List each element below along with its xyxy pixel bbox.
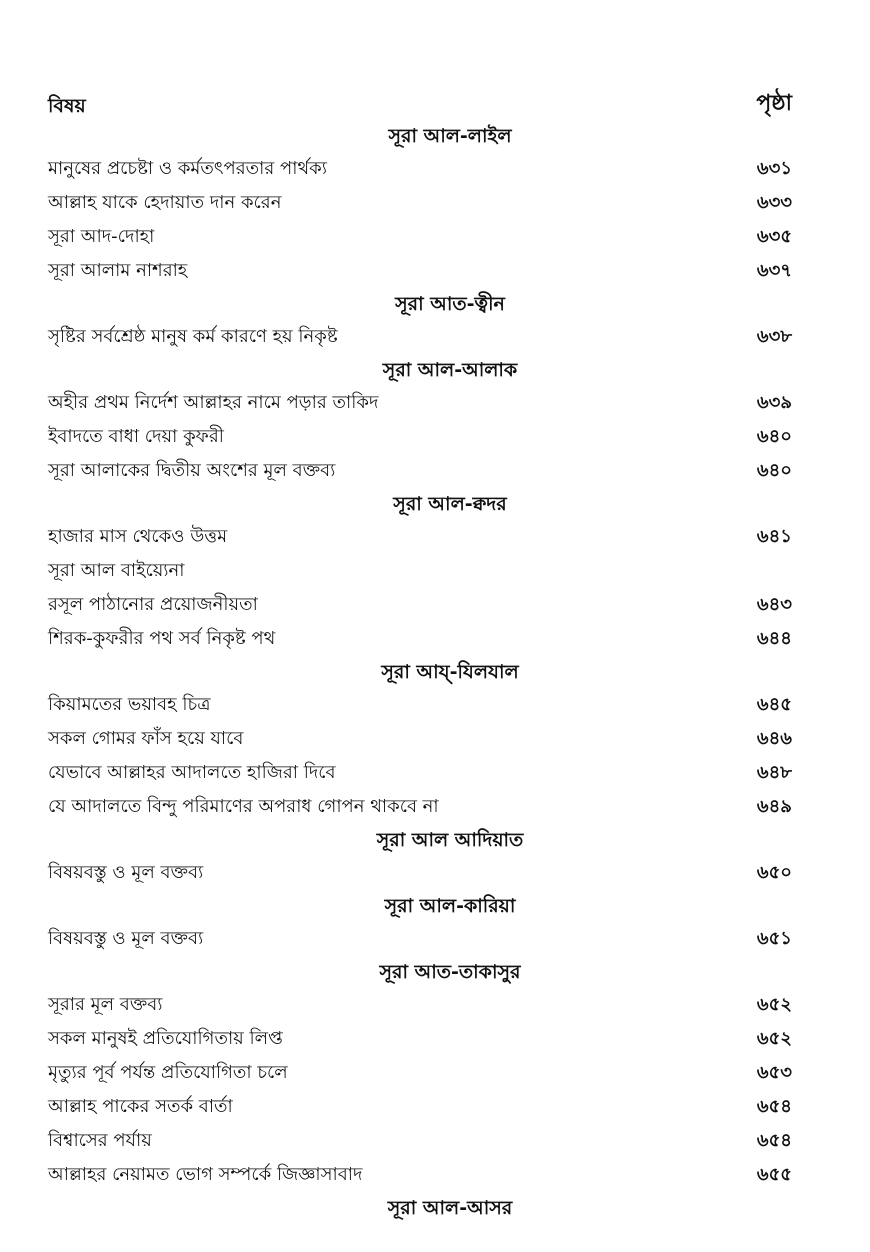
toc-entry-page-number: ৬৩৫ <box>756 226 792 247</box>
toc-entry-page-number: ৬৪৩ <box>756 594 792 615</box>
toc-entry-page-number: ৬৪৪ <box>756 628 792 649</box>
toc-entry <box>48 1124 792 1158</box>
toc-entry-page-number: ৬৪০ <box>756 460 792 481</box>
toc-entry-title: সৃষ্টির সর্বশ্রেষ্ঠ মানুষ কর্ম কারণে হয় নিকৃষ্ট <box>48 326 338 347</box>
toc-entry-page-number: ৬৪৯ <box>756 796 792 817</box>
toc-entry <box>48 320 792 354</box>
toc-entry-page-number: ৬৫২ <box>756 1028 792 1049</box>
toc-entry-page-number: ৬৩১ <box>756 158 792 179</box>
toc-entry-page-number: ৬৫১ <box>756 928 792 949</box>
toc-entry-page-number: ৬৪৫ <box>756 694 792 715</box>
toc-entry-title: মানুষের প্রচেষ্টা ও কর্মতৎপরতার পার্থক্য <box>48 158 327 179</box>
toc-entry-page-number: ৬৩৩ <box>756 192 792 213</box>
toc-entry-title: হাজার মাস থেকেও উত্তম <box>48 526 228 547</box>
toc-entry-page-number: ৬৫৪ <box>756 1130 792 1151</box>
toc-entry-page-number: ৬৩৭ <box>756 260 792 281</box>
toc-entry <box>48 756 792 790</box>
toc-entry <box>48 1158 792 1192</box>
toc-entry-title: সূরা আলাকের দ্বিতীয় অংশের মূল বক্তব্য <box>48 460 336 481</box>
toc-entry-title: রসূল পাঠানোর প্রয়োজনীয়তা <box>48 594 258 615</box>
toc-entry <box>48 454 792 488</box>
toc-entry-title: যে আদালতে বিন্দু পরিমাণের অপরাধ গোপন থাকবে না <box>48 796 439 817</box>
toc-entry-page-number: ৬৫৩ <box>756 1062 792 1083</box>
toc-entry <box>48 254 792 288</box>
toc-entry-title: কিয়ামতের ভয়াবহ চিত্র <box>48 694 211 715</box>
toc-entry-page-number: ৬৫০ <box>756 862 792 883</box>
toc-entry <box>48 1090 792 1124</box>
toc-entry <box>48 554 792 588</box>
toc-entry-title: সকল গোমর ফাঁস হয়ে যাবে <box>48 728 244 749</box>
section-heading: সূরা আল-ক্বদর <box>393 493 507 515</box>
toc-entry-title: সূরা আল বাইয়্যেনা <box>48 560 185 581</box>
toc-entry-page-number: ৬৪৮ <box>756 762 792 783</box>
toc-entry <box>48 1022 792 1056</box>
toc-entry-title: ইবাদতে বাধা দেয়া কুফরী <box>48 426 224 447</box>
toc-entry-title: সকল মানুষই প্রতিযোগিতায় লিপ্ত <box>48 1028 283 1049</box>
toc-entry <box>48 1056 792 1090</box>
toc-entry-title: সূরার মূল বক্তব্য <box>48 994 163 1015</box>
toc-entry <box>48 790 792 824</box>
toc-entry <box>48 520 792 554</box>
toc-entry-title: আল্লাহ যাকে হেদায়াত দান করেন <box>48 192 282 213</box>
section-heading: সূরা আয্-যিলযাল <box>381 661 519 683</box>
toc-entry <box>48 988 792 1022</box>
toc-entry-title: যেভাবে আল্লাহর আদালতে হাজিরা দিবে <box>48 762 336 783</box>
toc-entry-title: আল্লাহর নেয়ামত ভোগ সম্পর্কে জিজ্ঞাসাবাদ <box>48 1164 363 1185</box>
toc-entry <box>48 722 792 756</box>
toc-entry-page-number: ৬৫৫ <box>756 1164 792 1185</box>
toc-entry <box>48 420 792 454</box>
toc-entry-title: বিষয়বস্তু ও মূল বক্তব্য <box>48 862 204 883</box>
toc-entry <box>48 186 792 220</box>
toc-entry-title: সূরা আদ-দোহা <box>48 226 155 247</box>
section-heading: সূরা আল-কারিয়া <box>384 895 516 917</box>
toc-entry-title: বিষয়বস্তু ও মূল বক্তব্য <box>48 928 204 949</box>
toc-entry-page-number: ৬৫৪ <box>756 1096 792 1117</box>
section-heading: সূরা আল-আলাক <box>382 359 518 381</box>
toc-entry <box>48 152 792 186</box>
toc-entry <box>48 856 792 890</box>
toc-entry-title: মৃত্যুর পূর্ব পর্যন্ত প্রতিযোগিতা চলে <box>48 1062 288 1083</box>
toc-entry-page-number: ৬৪৬ <box>756 728 792 749</box>
toc-entry <box>48 386 792 420</box>
section-heading: সূরা আল-লাইল <box>388 125 512 147</box>
topic-column-header: বিষয় <box>48 95 86 117</box>
toc-entry <box>48 922 792 956</box>
toc-entry-title: অহীর প্রথম নির্দেশ আল্লাহর নামে পড়ার তাকিদ <box>48 392 379 413</box>
toc-entry-title: বিশ্বাসের পর্যায় <box>48 1130 152 1151</box>
table-of-contents <box>48 120 792 1224</box>
toc-entry-page-number: ৬৫২ <box>756 994 792 1015</box>
toc-entry <box>48 622 792 656</box>
toc-entry-page-number: ৬৩৯ <box>756 392 792 413</box>
toc-entry-page-number: ৬৩৮ <box>756 326 792 347</box>
toc-entry-title: সূরা আলাম নাশরাহ <box>48 260 188 281</box>
toc-entry <box>48 688 792 722</box>
toc-entry <box>48 220 792 254</box>
section-heading: সূরা আল আদিয়াত <box>376 829 524 851</box>
section-heading: সূরা আত-তাকাসুর <box>379 961 521 983</box>
section-heading: সূরা আত-ত্বীন <box>395 293 505 315</box>
section-heading: সূরা আল-আসর <box>387 1197 513 1219</box>
toc-entry <box>48 588 792 622</box>
toc-entry-title: শিরক-কুফরীর পথ সর্ব নিকৃষ্ট পথ <box>48 628 276 649</box>
toc-entry-page-number: ৬৪১ <box>756 526 792 547</box>
page-column-header: পৃষ্ঠা <box>756 91 792 116</box>
toc-entry-page-number: ৬৪০ <box>756 426 792 447</box>
toc-entry-title: আল্লাহ পাকের সতর্ক বার্তা <box>48 1096 233 1117</box>
